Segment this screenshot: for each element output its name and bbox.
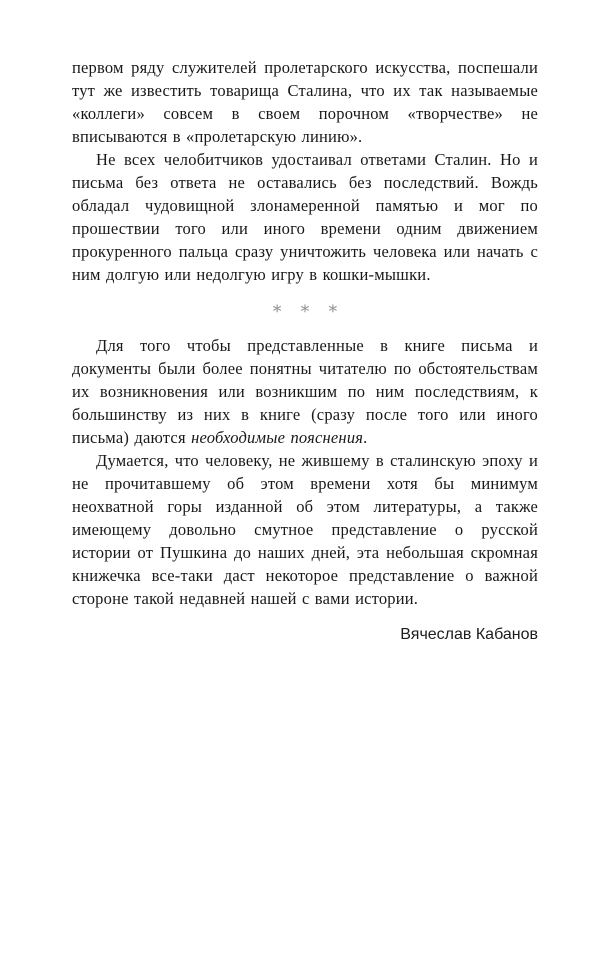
paragraph: Думается, что человеку, не жившему в сталинскую эпоху и не прочитавшему об этом времени хотя бы минимум неохватной горы изданной об этом литературы, а также имеющему довольно смутное представление о русской истории от Пушкина до наших дней, эта небольшая скромная книжечка все-таки даст некоторое представление о важной стороне такой недавней нашей с вами истории. (72, 451, 538, 608)
section-separator: * * * (272, 302, 345, 322)
paragraph-text: . (363, 428, 368, 447)
paragraph-continued: первом ряду служителей пролетарского искусства, поспешали тут же известить товарища Сталина, что их так называемые «коллеги» совсем в своем порочном «творчестве» не вписываются в «пролетарскую линию». (72, 58, 538, 146)
paragraph-text: Для того чтобы представленные в книге письма и документы были более понятны читателю по обстоятельствам их возникновения или возникшим по ним последствиям, к большинству из них в книге (сразу после того или иного письма) даются (72, 336, 538, 447)
paragraph (72, 334, 538, 449)
paragraph-emphasis: необходимые пояснения (191, 428, 364, 447)
author-signature: Вячеслав Кабанов (400, 626, 538, 643)
paragraph: Не всех челобитчиков удостаивал ответами Сталин. Но и письма без ответа не оставались без последствий. Вождь обладал чудовищной злонамеренной памятью и мог по прошествии того или иного времени одним движением прокуренного пальца сразу уничтожить человека или начать с ним долгую или недолгую игру в кошки-мышки. (72, 150, 538, 284)
